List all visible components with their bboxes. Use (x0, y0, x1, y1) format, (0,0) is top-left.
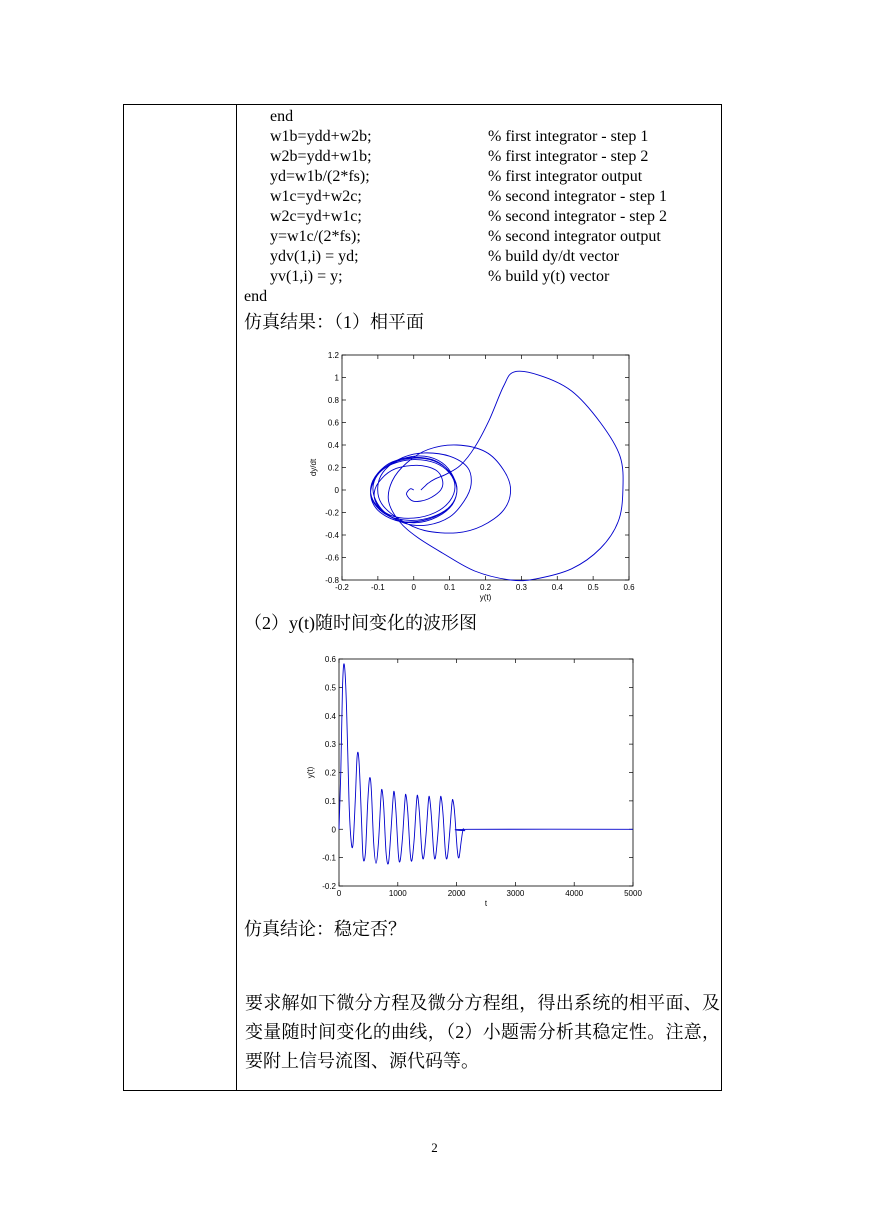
requirement-paragraph: 要求解如下微分方程及微分方程组，得出系统的相平面、及变量随时间变化的曲线，（2）小题需分析其稳定性。注意，要附上信号流图、源代码等。 (245, 993, 720, 1071)
code-comment: % build y(t) vector (488, 268, 610, 285)
y-axis-label: dy/dt (309, 458, 318, 477)
series-line (371, 371, 624, 581)
series-line (339, 664, 633, 864)
code-line: w1b=ydd+w2b; (270, 128, 372, 145)
y-tick-label: 0.6 (327, 418, 339, 428)
code-comment: % first integrator - step 2 (488, 148, 649, 165)
x-tick-label: 4000 (565, 889, 584, 898)
x-tick-label: -0.1 (370, 583, 385, 592)
y-tick-label: -0.2 (325, 508, 339, 518)
x-tick-label: 0.5 (587, 583, 599, 592)
page-number: 2 (431, 1140, 438, 1155)
x-axis-label: t (484, 899, 488, 908)
code-comment: % second integrator output (488, 228, 661, 245)
y-tick-label: 0.1 (324, 796, 336, 806)
code-line: yd=w1b/(2*fs); (270, 168, 370, 185)
phase-plane-chart (304, 348, 644, 608)
code-line: w2b=ydd+w1b; (270, 148, 372, 165)
y-tick-label: 0.5 (324, 683, 336, 693)
y-tick-label: 0.4 (324, 711, 336, 721)
y-tick-label: 0.4 (327, 441, 339, 450)
x-tick-label: 0.4 (551, 583, 563, 592)
column-divider (236, 105, 237, 1090)
code-line: w1c=yd+w2c; (270, 188, 362, 205)
x-tick-label: 3000 (506, 889, 525, 898)
phase-plane-heading: 仿真结果：（1）相平面 (244, 312, 424, 332)
y-tick-label: 1 (334, 373, 339, 383)
x-tick-label: -0.2 (335, 583, 349, 592)
code-line: y=w1c/(2*fs); (270, 228, 361, 245)
y-tick-label: -0.8 (325, 576, 339, 585)
y-tick-label: 0.2 (324, 768, 336, 778)
code-line: end (244, 288, 268, 305)
y-tick-label: -0.2 (322, 882, 336, 891)
code-comment: % first integrator output (488, 168, 643, 185)
code-line: w2c=yd+w1c; (270, 208, 362, 225)
waveform-chart (304, 653, 644, 915)
y-tick-label: 0.3 (324, 740, 336, 750)
code-comment: % second integrator - step 1 (488, 188, 668, 205)
x-tick-label: 0.3 (515, 583, 527, 592)
code-line: yv(1,i) = y; (270, 268, 343, 285)
y-tick-label: -0.1 (322, 853, 336, 863)
y-tick-label: -0.4 (325, 531, 339, 540)
x-tick-label: 1000 (388, 889, 407, 898)
x-tick-label: 5000 (624, 889, 642, 898)
x-tick-label: 2000 (447, 889, 466, 898)
code-line: ydv(1,i) = yd; (270, 248, 359, 265)
y-tick-label: -0.6 (325, 553, 339, 563)
x-tick-label: 0.2 (479, 583, 492, 592)
code-comment: % build dy/dt vector (488, 248, 620, 265)
x-tick-label: 0 (411, 583, 416, 592)
x-tick-label: 0.1 (444, 583, 456, 592)
x-tick-label: 0 (336, 889, 342, 898)
waveform-heading: （2）y(t)随时间变化的波形图 (244, 613, 477, 633)
code-comment: % first integrator - step 1 (488, 128, 649, 145)
code-comment: % second integrator - step 2 (488, 208, 668, 225)
conclusion-heading: 仿真结论：稳定否？ (244, 919, 406, 939)
y-tick-label: 1.2 (327, 351, 339, 360)
x-axis-label: y(t) (479, 593, 492, 602)
y-axis-label: y(t) (306, 766, 315, 779)
y-tick-label: 0.6 (324, 655, 336, 664)
code-line: end (270, 108, 294, 125)
content-table (123, 104, 722, 1091)
plot-frame (339, 659, 633, 886)
y-tick-label: 0 (331, 825, 336, 835)
y-tick-label: 0.2 (327, 463, 339, 473)
x-tick-label: 0.6 (623, 583, 635, 592)
y-tick-label: 0 (334, 486, 339, 495)
y-tick-label: 0.8 (327, 396, 339, 405)
